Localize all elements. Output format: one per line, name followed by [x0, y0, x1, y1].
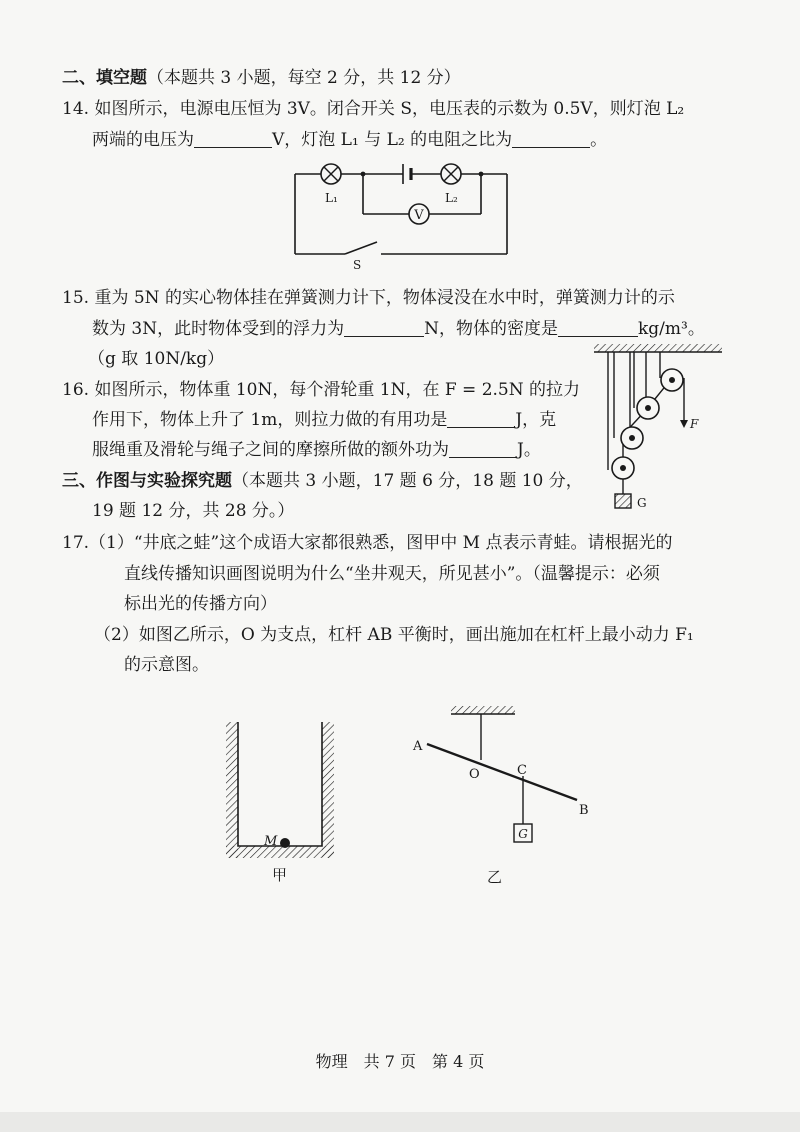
q16-text-c: 服绳重及滑轮与绳子之间的摩擦所做的额外功为	[92, 440, 449, 460]
q16-line-1: 16. 如图所示，物体重 10N，每个滑轮重 1N，在 F = 2.5N 的拉力	[62, 380, 581, 400]
switch-label: S	[353, 258, 362, 270]
well-right-wall	[322, 722, 334, 858]
q14-circuit-diagram	[285, 158, 515, 270]
well-left-wall	[226, 722, 238, 858]
footer-total-pages: 共 7 页	[363, 1052, 416, 1071]
section-3-header	[62, 469, 583, 493]
frog-point-m	[280, 838, 290, 848]
point-m-label: M	[264, 834, 278, 849]
force-arrow-icon	[680, 420, 688, 428]
well-bottom	[226, 846, 334, 858]
weight-g-label: G	[518, 827, 528, 841]
footer-subject: 物理	[315, 1052, 348, 1071]
q16-blank-1[interactable]	[447, 409, 515, 428]
q14-text-c: 。	[590, 130, 608, 150]
ceiling-hatch	[594, 344, 722, 352]
q17-p2-line-2: 的示意图。	[124, 655, 209, 675]
q16-blank-2[interactable]	[449, 439, 517, 458]
q15-line-1: 15. 重为 5N 的实心物体挂在弹簧测力计下，物体浸没在水中时，弹簧测力计的示	[62, 288, 675, 308]
fig-yi-lever	[405, 700, 605, 886]
fig-yi-caption: 乙	[487, 868, 503, 886]
page-footer	[0, 1049, 800, 1072]
point-b-label: B	[579, 803, 589, 818]
q15-line-3: （g 取 10N/kg）	[88, 349, 225, 369]
weight-block	[615, 494, 631, 508]
q14-line-2	[92, 128, 607, 152]
section-2-note: （本题共 3 小题，每空 2 分，共 12 分）	[147, 68, 461, 88]
pulley-icon	[637, 397, 659, 419]
ceiling-hatch	[451, 706, 515, 714]
footer-page-number: 第 4 页	[432, 1052, 485, 1071]
q17-p1-line-2: 直线传播知识画图说明为什么“坐井观天，所见甚小”。（温馨提示：必须	[124, 564, 660, 584]
q15-blank-2[interactable]	[558, 318, 638, 337]
weight-label: G	[637, 496, 647, 510]
q16-text-d: J。	[517, 440, 541, 460]
q16-text-a: 作用下，物体上升了 1m，则拉力做的有用功是	[92, 410, 448, 430]
q16-text-b: J，克	[515, 410, 557, 430]
q14-blank-2[interactable]	[512, 129, 590, 148]
q14-text-a: 两端的电压为	[92, 130, 194, 150]
q17-p1-line-1: 17.（1）“井底之蛙”这个成语大家都很熟悉，图甲中 M 点表示青蛙。请根据光的	[62, 533, 673, 553]
q14-text-b: V，灯泡 L₁ 与 L₂ 的电阻之比为	[272, 130, 513, 150]
lamp-l1-icon	[321, 164, 341, 184]
q15-text-c: kg/m³。	[637, 319, 705, 339]
l1-label: L₁	[325, 191, 338, 205]
section-2-header	[62, 66, 461, 90]
voltmeter-label: V	[414, 208, 424, 223]
fig-jia-well	[220, 718, 350, 888]
section-2-title: 二、填空题	[62, 68, 147, 88]
lamp-l2-icon	[441, 164, 461, 184]
junction-dot	[479, 172, 484, 177]
pulley-icon	[621, 427, 643, 449]
q17-p2-line-1: （2）如图乙所示，O 为支点，杠杆 AB 平衡时，画出施加在杠杆上最小动力 F₁	[94, 625, 694, 645]
q14-blank-1[interactable]	[194, 129, 272, 148]
force-label: F	[690, 417, 699, 431]
point-c-label: C	[517, 763, 527, 778]
q16-pulley-diagram	[590, 338, 730, 516]
pulley-icon	[612, 457, 634, 479]
scan-bottom-edge	[0, 1112, 800, 1132]
section-3-title: 三、作图与实验探究题	[62, 471, 232, 491]
section-3-note-1: （本题共 3 小题，17 题 6 分，18 题 10 分，	[232, 471, 583, 491]
q15-blank-1[interactable]	[344, 318, 424, 337]
point-a-label: A	[413, 739, 423, 754]
q14-line-1: 14. 如图所示，电源电压恒为 3V。闭合开关 S，电压表的示数为 0.5V，则灯泡 L₂	[62, 99, 685, 119]
pulley-icon	[661, 369, 683, 391]
q15-text-b: N，物体的密度是	[424, 319, 558, 339]
fig-jia-caption: 甲	[272, 866, 288, 884]
point-o-label: O	[469, 767, 480, 782]
lever-ab	[427, 744, 577, 800]
q15-text-a: 数为 3N，此时物体受到的浮力为	[92, 319, 345, 339]
junction-dot	[361, 172, 366, 177]
l2-label: L₂	[445, 191, 458, 205]
q17-p1-line-3: 标出光的传播方向）	[124, 594, 277, 614]
section-3-note-2: 19 题 12 分，共 28 分。）	[92, 501, 295, 521]
q16-line-2	[92, 408, 556, 432]
q16-line-3	[92, 438, 541, 462]
